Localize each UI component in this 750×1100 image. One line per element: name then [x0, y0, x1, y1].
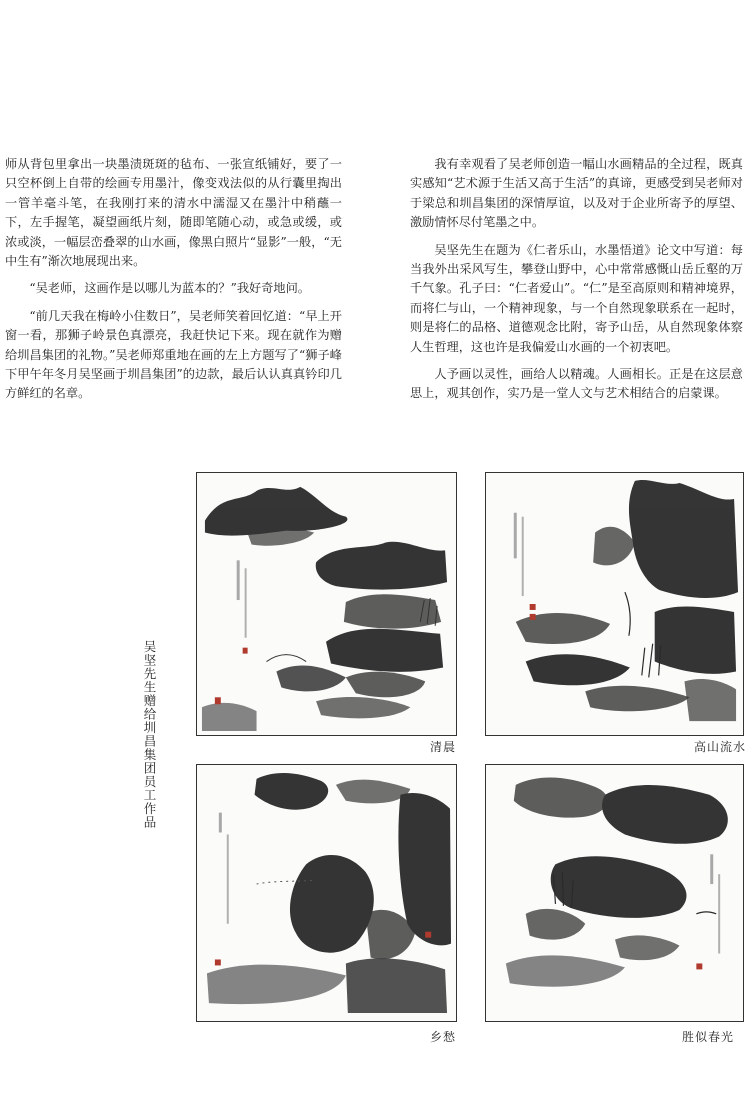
painting-title: 高山流水	[694, 740, 747, 754]
gallery-caption: 吴坚先生赠给圳昌集团员工作品	[142, 640, 157, 829]
article-column-right	[410, 155, 743, 412]
painting-xiangchou	[196, 764, 457, 1022]
landscape-painting-image	[486, 473, 743, 735]
paragraph: “前几天我在梅岭小住数日”，吴老师笑着回忆道：“早上开窗一看，那狮子岭景色真漂亮，我赶快记下来。现在就作为赠给圳昌集团的礼物。”吴老师郑重地在画的左上方题写了“狮子峰下甲午年冬月吴坚画于圳昌集团”的边款，最后认认真真钤印几方鲜红的名章。	[5, 308, 342, 401]
painting-gaoshanliushui	[485, 472, 744, 736]
landscape-painting-image	[197, 765, 456, 1021]
paragraph: 师从背包里拿出一块墨渍斑斑的毡布、一张宣纸铺好，要了一只空杯倒上自带的绘画专用墨汁，像变戏法似的从行囊里掏出一管羊毫斗笔，在我刚打来的清水中濡湿又在墨汁中稍蘸一下，左手握笔，凝望画纸片刻，随即笔随心动，或急或缓，或浓或淡，一幅层峦叠翠的山水画，像黑白照片“显影”一般，“无中生有”渐次地展现出来。	[5, 157, 342, 269]
paragraph: 吴坚先生在题为《仁者乐山，水墨悟道》论文中写道：每当我外出采风写生，攀登山野中，心中常常感慨山岳丘壑的万千气象。孔子曰：“仁者爱山”。“仁”是至高原则和精神境界，而将仁与山，一个精神现象，与一个自然现象联系在一起时，则是将仁的品格、道德观念比附，寄予山岳，从自然现象体察人生哲理，这也许是我偏爱山水画的一个初衷吧。	[410, 242, 743, 354]
painting-shengsichunguang	[485, 764, 744, 1022]
painting-title: 乡愁	[430, 1030, 457, 1044]
paragraph: 我有幸观看了吴老师创造一幅山水画精品的全过程，既真实感知“艺术源于生活又高于生活”的真谛，更感受到吴老师对于梁总和圳昌集团的深情厚谊，以及对于企业所寄予的厚望、激励情怀尽付笔墨之中。	[410, 157, 743, 230]
painting-title: 清晨	[430, 740, 457, 754]
painting-title: 胜似春光	[682, 1030, 735, 1044]
painting-qingchen	[196, 472, 457, 736]
landscape-painting-image	[486, 765, 743, 1021]
article-column-left	[5, 155, 342, 412]
paragraph: 人予画以灵性，画给人以精魂。人画相长。正是在这层意思上，观其创作，实乃是一堂人文与艺术相结合的启蒙课。	[410, 367, 743, 401]
landscape-painting-image	[197, 473, 456, 735]
paragraph: “吴老师，这画作是以哪儿为蓝本的？”我好奇地问。	[29, 281, 310, 296]
